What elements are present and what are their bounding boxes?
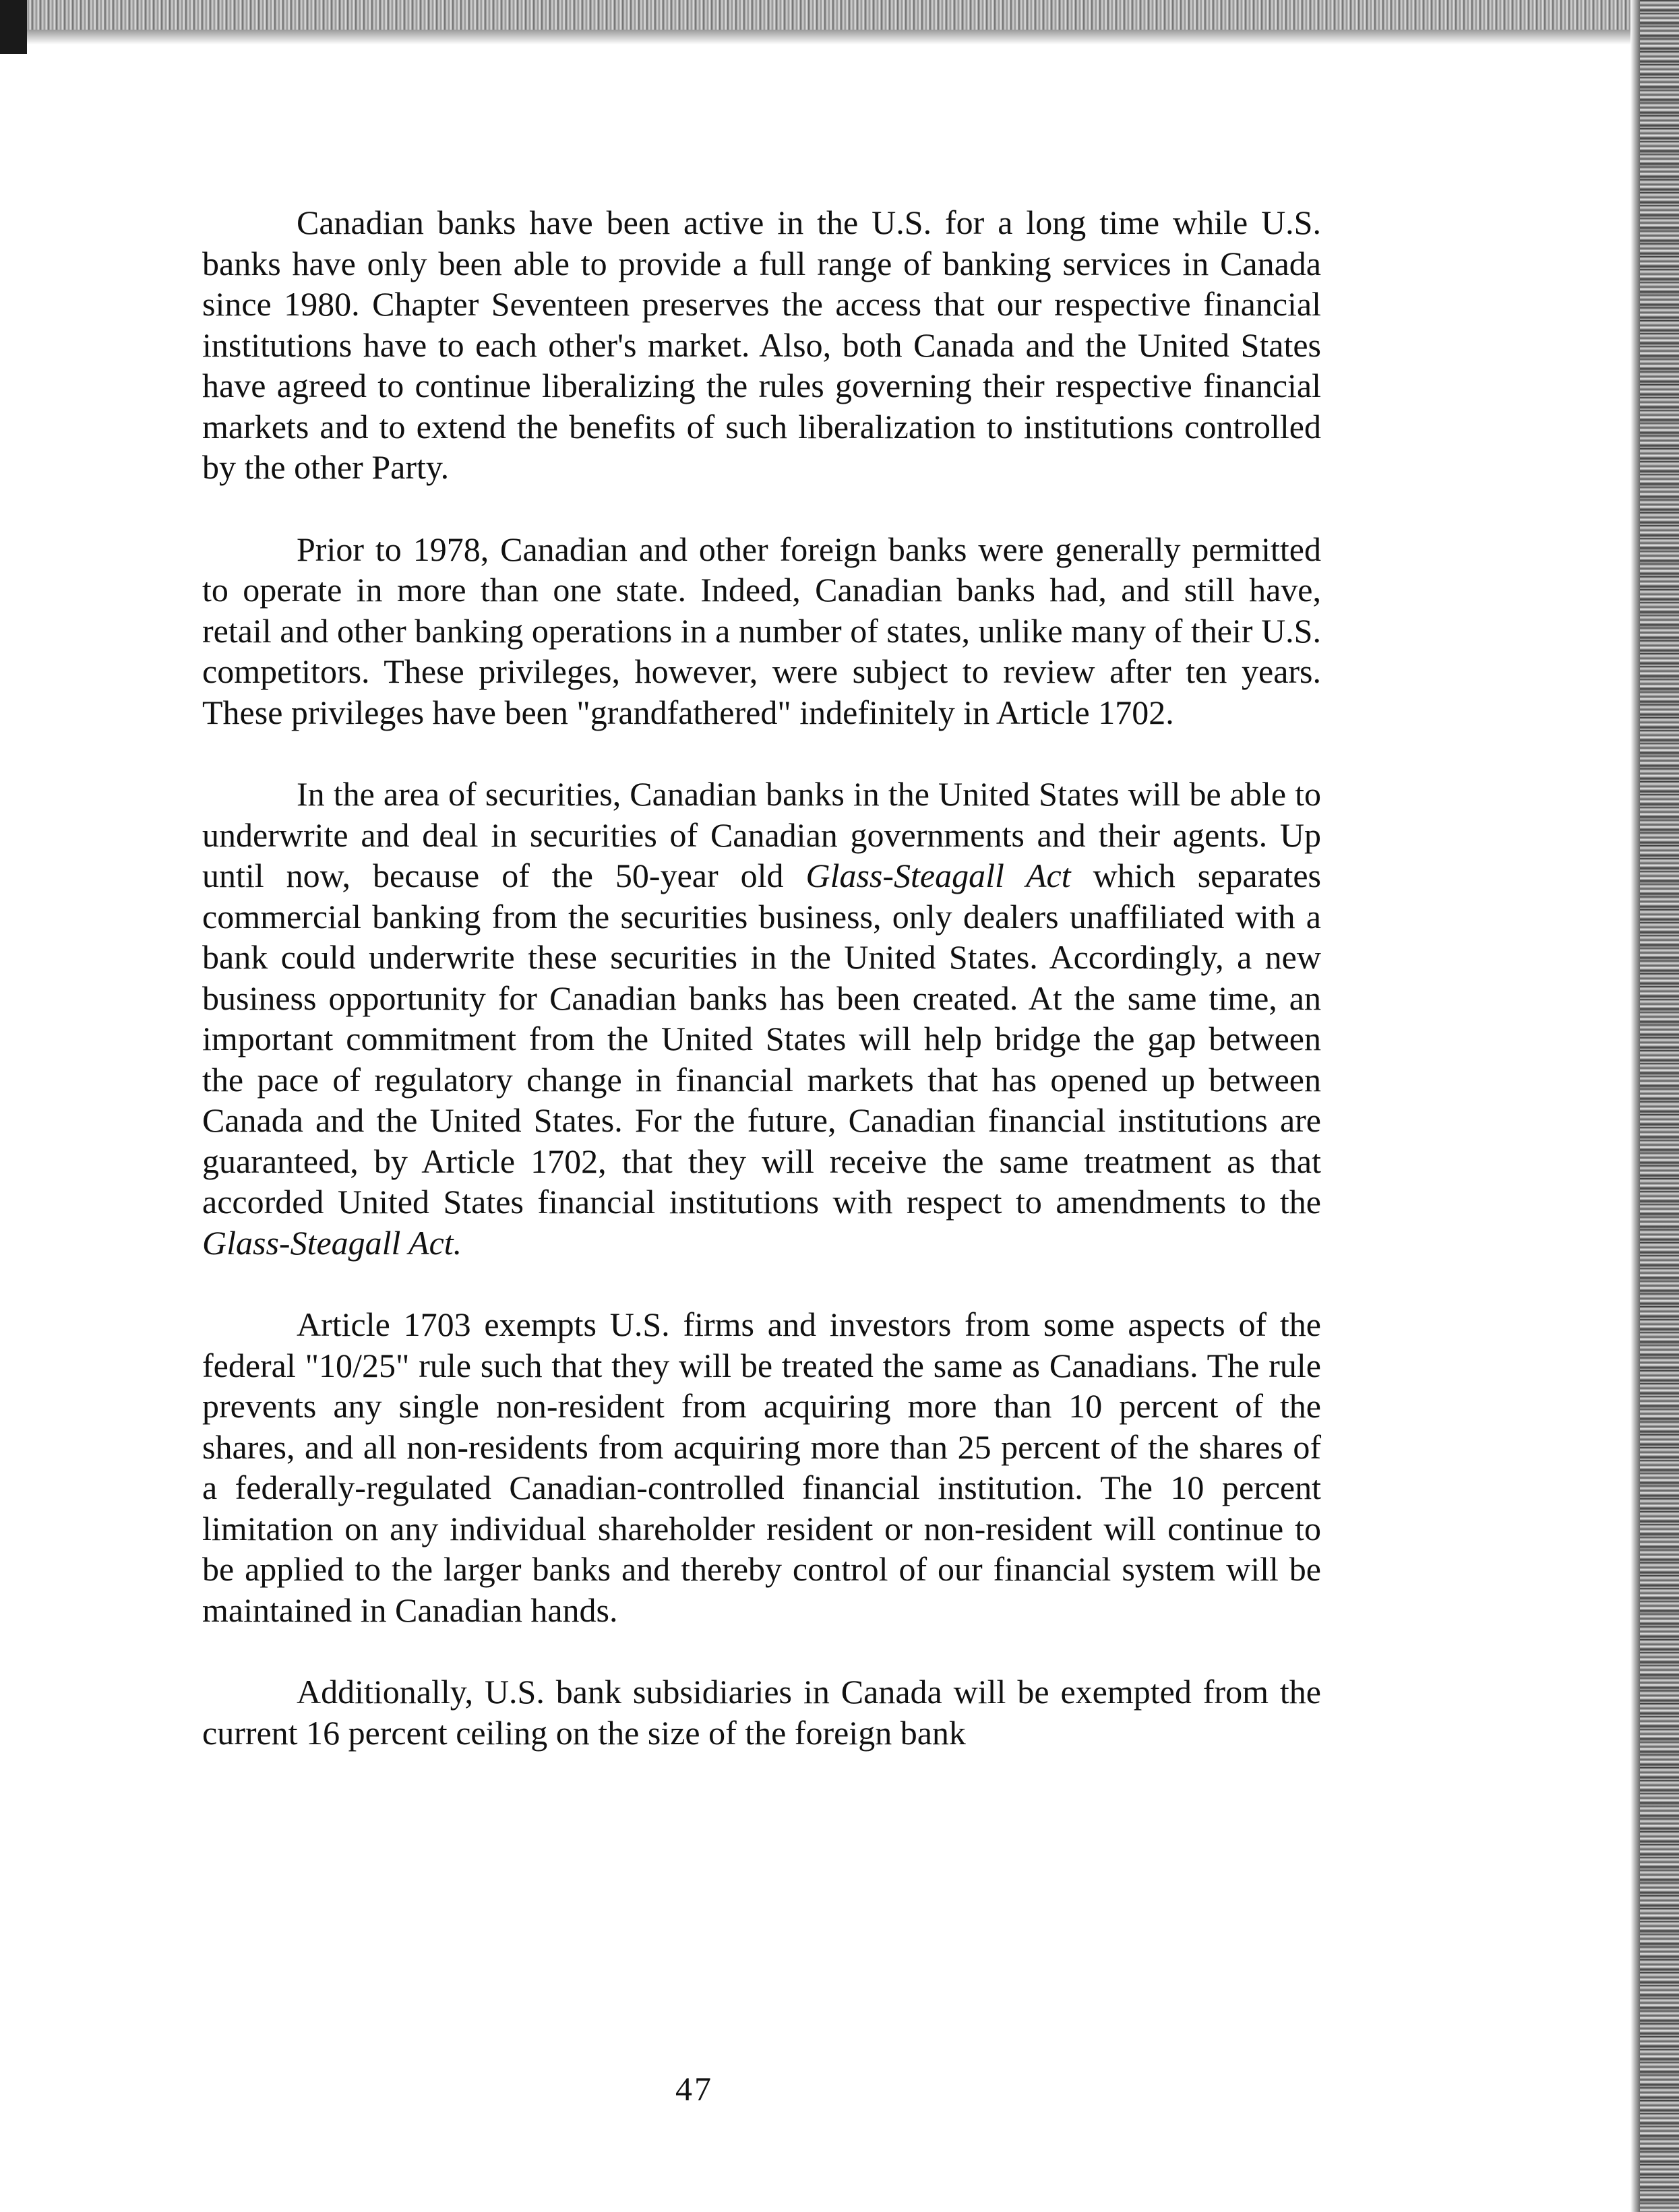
paragraph-4 — [202, 1304, 1321, 1630]
paragraph-5-text: Additionally, U.S. bank subsidiaries in Canada will be exempted from the current 16 percent ceiling on the size of the foreign bank — [202, 1673, 1321, 1752]
glass-steagall-act-title-2: Glass-Steagall Act. — [202, 1223, 462, 1262]
paragraph-4-text: Article 1703 exempts U.S. firms and investors from some aspects of the federal "10/25" rule such that they will be treated the same as Canadians. The rule prevents any single non-resident from acquiring more than 10 percent of the shares, and all non-residents from acquiring more than 25 percent of the shares of a federally-regulated Canadian-controlled financial institution. The 10 percent limitation on any individual shareholder resident or non-resident will continue to be applied to the larger banks and thereby control of our financial system will be maintained in Canadian hands. — [202, 1305, 1321, 1629]
glass-steagall-act-title: Glass-Steagall Act — [805, 857, 1071, 894]
paragraph-2-text: Prior to 1978, Canadian and other foreign banks were generally permitted to operate in more than one state. Indeed, Canadian banks had, and still have, retail and other banking operations in a number of states, unlike many of their U.S. competitors. These privileges, however, were subject to review after ten years. These privileges have been "grandfathered" indefinitely in Article 1702. — [202, 530, 1321, 731]
paragraph-3 — [202, 774, 1321, 1263]
page-number: 47 — [675, 2070, 713, 2108]
paragraph-3-text-b: which separates commercial banking from the securities business, only dealers unaffiliated with a bank could underwrite these securities in the United States. Accordingly, a new business opportunity for Canadian banks has been created. At the same time, an important commitment from the United States will help bridge the gap between the pace of regulatory change in financial markets that has opened up between Canada and the United States. For the future, Canadian financial institutions are guaranteed, by Article 1702, that they will receive the same treatment as that accorded United States financial institutions with respect to amendments to the — [202, 857, 1321, 1221]
document-body — [202, 202, 1321, 1753]
scan-corner-mark — [0, 0, 27, 54]
scan-right-border — [1640, 0, 1679, 2212]
paragraph-1 — [202, 202, 1321, 488]
paragraph-3-text-a: In the area of securities, Canadian banks in the United States will be able to underwrite and deal in securities of Canadian governments and their agents. Up until now, because of the 50-year old — [202, 775, 1321, 894]
scan-top-shadow — [0, 30, 1631, 44]
paragraph-5 — [202, 1671, 1321, 1753]
scan-right-shadow — [1630, 0, 1640, 2212]
paragraph-1-text: Canadian banks have been active in the U.S. for a long time while U.S. banks have only been able to provide a full range of banking services in Canada since 1980. Chapter Seventeen preserves the access that our respective financial institutions have to each other's market. Also, both Canada and the United States have agreed to continue liberalizing the rules governing their respective financial markets and to extend the benefits of such liberalization to institutions controlled by the other Party. — [202, 204, 1321, 486]
paragraph-2 — [202, 529, 1321, 733]
scan-top-border — [0, 0, 1679, 30]
